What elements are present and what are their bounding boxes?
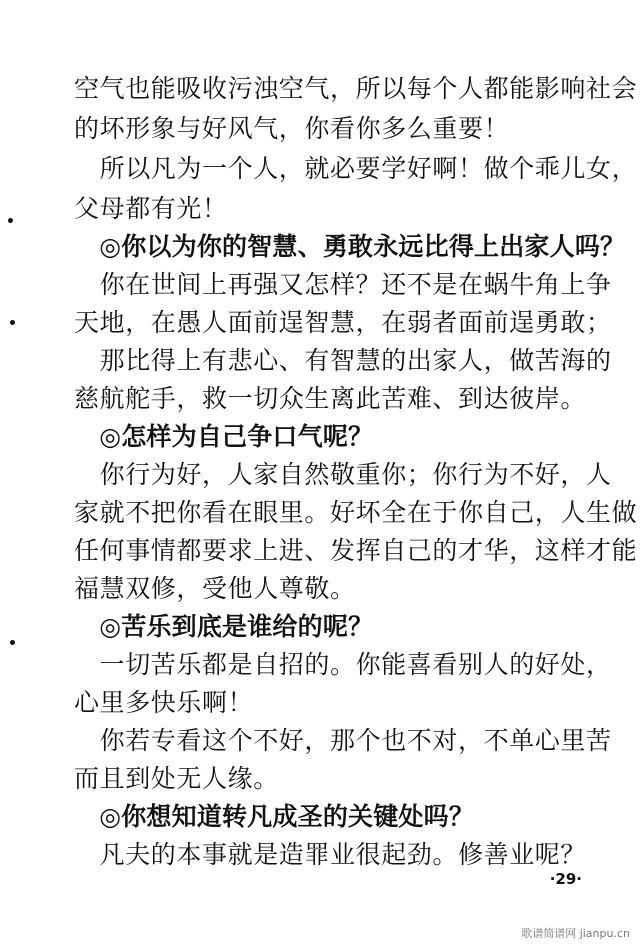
text-line-6: 你在世间上再强又怎样？还不是在蜗牛角上争 (74, 270, 612, 299)
text-line-19: 而且到处无人缘。 (74, 764, 279, 793)
page-number: ·29· (549, 870, 582, 888)
text-line-12: 家就不把你看在眼里。好坏全在于你自己，人生做 (74, 498, 638, 527)
site-watermark: 歌谱简谱网 jianpu.cn (521, 927, 630, 940)
text-line-13: 任何事情都要求上进、发挥自己的才华，这样才能 (74, 536, 638, 565)
text-line-11: 你行为好，人家自然敬重你；你行为不好，人 (74, 460, 612, 489)
text-line-18: 你若专看这个不好，那个也不对，不单心里苦 (74, 726, 612, 755)
question-heading-1: ◎你以为你的智慧、勇敢永远比得上出家人吗？ (74, 232, 626, 261)
text-line-7: 天地，在愚人面前逞智慧，在弱者面前逞勇敢； (74, 308, 612, 337)
text-line-8: 那比得上有悲心、有智慧的出家人，做苦海的 (74, 346, 612, 375)
scan-speck (10, 320, 15, 325)
text-line-4: 父母都有光！ (74, 194, 228, 223)
text-line-17: 心里多快乐啊！ (74, 688, 254, 717)
text-line-3: 所以凡为一个人，就必要学好啊！做个乖儿女， (74, 154, 638, 183)
text-line-9: 慈航舵手，救一切众生离此苦难、到达彼岸。 (74, 384, 587, 413)
question-heading-4: ◎你想知道转凡成圣的关键处吗？ (74, 802, 475, 831)
question-heading-3: ◎苦乐到底是谁给的呢？ (74, 612, 374, 641)
scan-speck (8, 218, 13, 223)
question-heading-2: ◎怎样为自己争口气呢？ (74, 422, 374, 451)
text-line-1: 空气也能吸收污浊空气，所以每个人都能影响社会 (74, 74, 638, 103)
text-line-14: 福慧双修，受他人尊敬。 (74, 574, 356, 603)
scan-speck (10, 640, 15, 645)
text-line-2: 的坏形象与好风气，你看你多么重要！ (74, 114, 510, 143)
text-line-21: 凡夫的本事就是造罪业很起劲。修善业呢？ (74, 840, 587, 869)
text-line-16: 一切苦乐都是自招的。你能喜看别人的好处， (74, 650, 612, 679)
